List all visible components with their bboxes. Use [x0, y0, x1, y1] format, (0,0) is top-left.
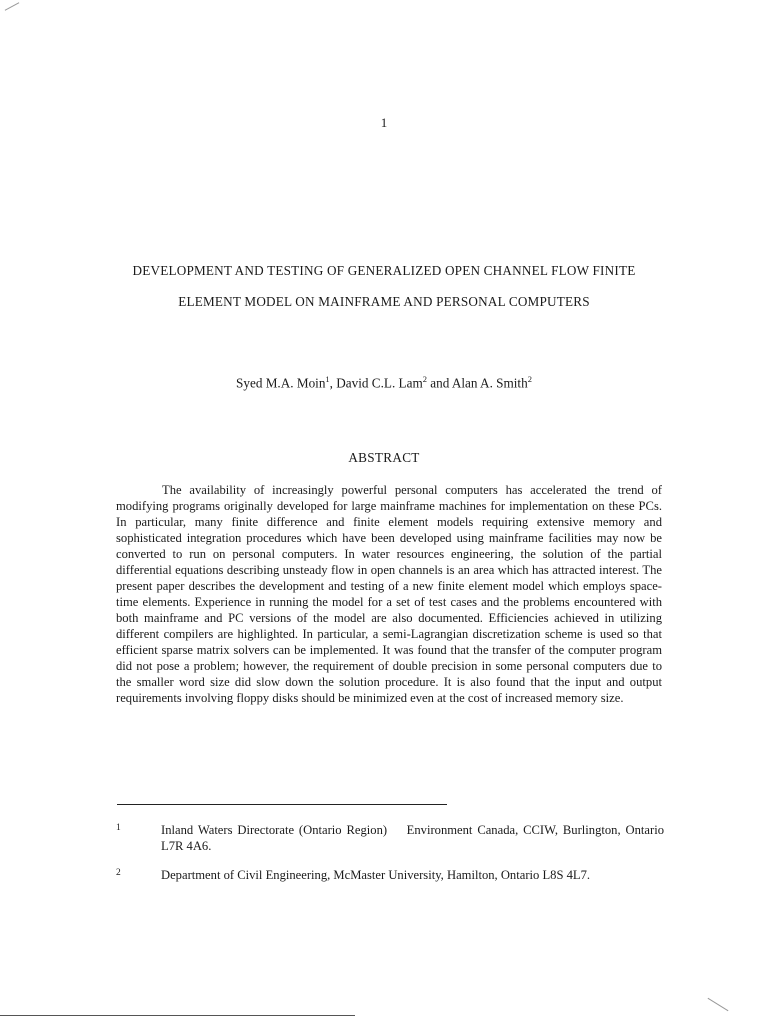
abstract-heading: ABSTRACT [348, 450, 420, 465]
author-separator: , [329, 375, 337, 391]
affiliation-marker: 1 [325, 374, 330, 384]
scan-artifact-line [0, 1015, 355, 1016]
page-number: 1 [380, 115, 388, 130]
scan-artifact-mark [708, 998, 729, 1012]
footnote-marker: 1 [116, 823, 121, 833]
affiliation-marker: 2 [527, 374, 532, 384]
footnote-2 [116, 867, 664, 883]
author-separator: and [426, 375, 452, 391]
author-list [0, 374, 768, 391]
footnote-text: Department of Civil Engineering, McMaster University, Hamilton, Ontario L8S 4L7. [161, 868, 591, 882]
author-name: Syed M.A. Moin [236, 375, 326, 391]
author-name: Alan A. Smith [451, 375, 528, 391]
paper-title-line-1: DEVELOPMENT AND TESTING OF GENERALIZED OPEN CHANNEL FLOW FINITE [132, 263, 636, 278]
paper-title-line-2: ELEMENT MODEL ON MAINFRAME AND PERSONAL COMPUTERS [178, 294, 590, 309]
affiliation-marker: 2 [422, 374, 427, 384]
footnote-1 [116, 822, 668, 854]
footnote-text: Inland Waters Directorate (Ontario Region) Environment Canada, CCIW, Burlington, Ontario L7R 4A6. [161, 823, 668, 853]
author-name: David C.L. Lam [336, 375, 423, 391]
footnote-divider [117, 804, 447, 805]
abstract-body: The availability of increasingly powerful personal computers has accelerated the trend of modifying programs originally developed for large mainframe machines for implementation on these PCs. In particular, many finite difference and finite element models requiring extensive memory and sophisticated integration procedures which have been developed using mainframe facilities may now be converted to run on personal computers. In water resources engineering, the solution of the partial differential equations describing unsteady flow in open channels is an area which has attracted interest. The present paper describes the development and testing of a new finite element model which employs space-time elements. Experience in running the model for a set of test cases and the problems encountered with both mainframe and PC versions of the model are also documented. Efficiencies achieved in utilizing different compilers are highlighted. In particular, a semi-Lagrangian discretization scheme is used so that efficient sparse matrix solvers can be implemented. It was found that the transfer of the computer program did not pose a problem; however, the requirement of double precision in some personal computers due to the smaller word size did slow down the solution procedure. It is also found that the input and output requirements involving floppy disks should be minimized even at the cost of increased memory size. [116, 483, 662, 705]
scan-artifact-mark [5, 2, 20, 10]
footnote-marker: 2 [116, 868, 121, 878]
